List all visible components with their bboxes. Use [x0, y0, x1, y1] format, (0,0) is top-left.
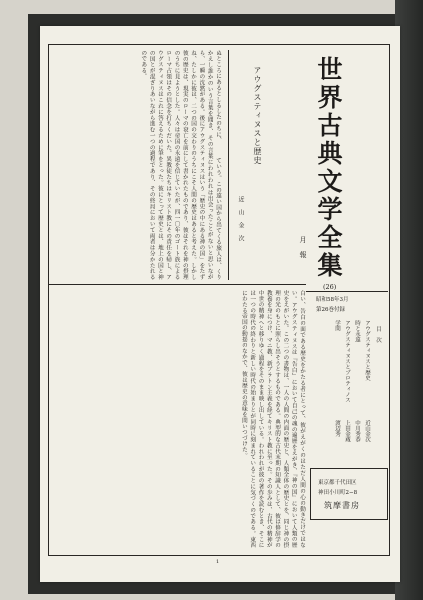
toc-entry-author: 渡辺秀 — [334, 420, 340, 437]
date-line: 昭和58年3月 — [316, 297, 349, 303]
publisher-name: 筑摩書房 — [324, 501, 360, 510]
toc-entry: アウグスティヌスと歴史 — [364, 320, 370, 381]
publisher-address-1: 東京都千代田区 — [318, 480, 357, 486]
toc-entry: 時と永遠 — [354, 320, 360, 342]
essay-title: アウグスティヌスと歴史 — [253, 66, 262, 165]
monthly-report-page — [40, 26, 400, 582]
toc-heading: 目 次 — [375, 326, 381, 343]
essay-author: 近 山 金 次 — [237, 196, 244, 242]
title-divider — [228, 50, 229, 280]
page-number: 1 — [216, 559, 220, 565]
toc-entry-author: 中川秀恭 — [354, 420, 360, 442]
date-rule — [306, 291, 388, 292]
attachment-line: 第26巻付録 — [316, 307, 345, 313]
toc-entry-author: 上田金蔵 — [344, 420, 350, 442]
series-title: 世界古典文学全集 — [314, 56, 343, 280]
publisher-address-2: 神田小川町2−8 — [318, 490, 358, 496]
monthly-report-label: 月 報 — [299, 236, 307, 259]
toc-entry: アウグスティヌスとプロティノス — [344, 320, 350, 403]
toc-entry: 学問 — [334, 320, 340, 331]
middle-divider — [48, 284, 306, 285]
toc-entry-author: 近山金次 — [364, 420, 370, 442]
issue-number: (26) — [323, 283, 337, 291]
essay-lower-body: 白い、告白の面である歴史をかたる者にとって、彼がえがくのはただ人間の心の動きだけではない。アウグスティヌスは『告白』において自己の魂の遍歴をえがき、『神の国』において人類の歴史をえがいた。この二つの書物は、一人の人間の内面の歴史と、人類全体の歴史とを、同じ神の摂理の光のもとに照らし出そうとするものである。典型的な古代末期の知識人として、彼は修辞学の教養を身につけ、マニ教、新プラトン主義を経てキリスト教に至った。その歩みは、古代の精神が中世の精神へと移りゆく過程をそのまま映し出している。われわれが彼の著作を読むとき、そこには一つの時代の終わりと新しい時代の始まりとが同時に刻まれていることに気づくのである。東西にわたる帝国の動揺のなかで、彼は歴史の意味を問いつづけた。 — [240, 290, 305, 548]
essay-upper-body: ぬところにあるとしるしたのちに、 ていう。この遠い国から出てくる旅人は、くりかえし誰かのいう言葉を聞き、その言葉にわれわれは出会ったことがないと思いながら、一瞬の沈黙がある。後にアウグスティヌスはいう「歴史の中にある神の国」をたずね、たしかに彼は、二つの国の交わりのうちにこそ人間の歴史はあると考えた。しかし彼の歴史は、現実のローマの衰亡を前にして書かれたものであり、彼はそれを神の摂理のうちに見ようとした。人々は帝国の永遠を信じていたが、四一〇年のゴート族によるローマ占領はその信念を打ちくだいた。異教徒たちはキリスト教にその責任を帰し、アウグスティヌスはこれに答えるために筆をとった。彼にとって歴史とは、地上の国と神の国とが混ざりあいながら進む一つの過程であり、その終局において両者は分かたれるのである。 — [140, 50, 221, 280]
